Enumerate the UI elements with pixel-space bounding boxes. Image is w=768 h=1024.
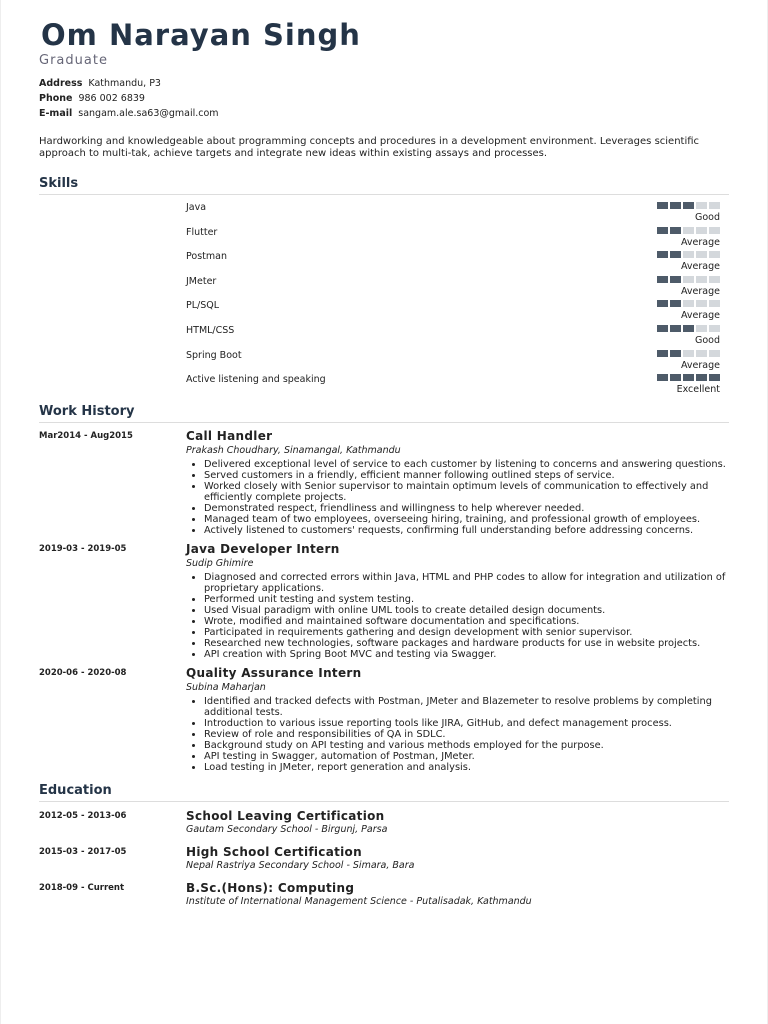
skill-level-label: Average	[680, 236, 720, 248]
job-bullet: • Researched new technologies, software packages and hardware products for use in website projects.	[204, 638, 729, 649]
job-bullet: • Actively listened to customers' requests, confirming full understanding before addressing concerns.	[204, 525, 729, 536]
contact-email	[39, 106, 729, 121]
job-entry	[39, 429, 729, 536]
job-body	[186, 542, 729, 660]
phone-value: 986 002 6839	[78, 93, 145, 104]
skill-level-bar	[683, 374, 694, 381]
job-bullet: • Diagnosed and corrected errors within Java, HTML and PHP codes to allow for integration and utilization of proprietary applications.	[204, 572, 729, 594]
work-history-list	[39, 429, 729, 773]
skill-row	[39, 295, 729, 320]
skill-level-label: Average	[680, 261, 720, 273]
job-bullet: • Delivered exceptional level of service to each customer by listening to concerns and answering questions.	[204, 459, 729, 470]
job-bullet: • Background study on API testing and various methods employed for the purpose.	[204, 740, 729, 751]
education-dates: 2012-05 - 2013-06	[39, 810, 127, 821]
skill-level-bar	[657, 300, 668, 307]
skill-level-bar	[683, 227, 694, 234]
job-bullet: • Served customers in a friendly, efficient manner following outlined steps of service.	[204, 470, 729, 481]
job-bullet: • Identified and tracked defects with Postman, JMeter and Blazemeter to resolve problems by completing additional tests.	[204, 696, 729, 718]
job-title: Quality Assurance Intern	[186, 665, 362, 680]
contact-address	[39, 76, 729, 91]
job-bullet: • Wrote, modified and maintained software documentation and specifications.	[204, 616, 729, 627]
skill-level-label: Average	[680, 285, 720, 297]
summary-paragraph: Hardworking and knowledgeable about programming concepts and procedures in a development environment. Leverages scientific approach to multi-tak, achieve targets and integrate new ideas within existing assays and processes.	[39, 136, 700, 159]
skill-name: Java	[186, 202, 207, 213]
job-bullets	[186, 696, 729, 773]
skill-level-bars	[657, 325, 720, 332]
skill-level-bar	[670, 202, 681, 209]
job-bullet: • Demonstrated respect, friendliness and willingness to help wherever needed.	[204, 503, 729, 514]
skill-level-bar	[696, 227, 707, 234]
skill-level-bar	[683, 251, 694, 258]
contact-phone	[39, 91, 729, 106]
job-bullets	[186, 459, 729, 536]
skill-level-bar	[657, 202, 668, 209]
job-dates: Mar2014 - Aug2015	[39, 430, 133, 441]
skill-level-bars	[657, 276, 720, 283]
education-title: High School Certification	[186, 844, 362, 859]
skill-row	[39, 320, 729, 345]
skill-level-bars	[657, 350, 720, 357]
skill-row	[39, 197, 729, 222]
job-bullet: • Load testing in JMeter, report generation and analysis.	[204, 762, 729, 773]
skill-level-bar	[696, 300, 707, 307]
skill-level-bar	[683, 300, 694, 307]
skill-level-bar	[709, 251, 720, 258]
skill-level-bar	[696, 251, 707, 258]
skill-name: Spring Boot	[186, 349, 242, 361]
education-title: B.Sc.(Hons): Computing	[186, 880, 355, 895]
skill-level-bar	[683, 276, 694, 283]
skill-level-bars	[657, 227, 720, 234]
skill-level-bar	[696, 374, 707, 381]
skill-level-bar	[696, 350, 707, 357]
job-dates: 2019-03 - 2019-05	[39, 543, 127, 554]
job-bullet: • Introduction to various issue reporting tools like JIRA, GitHub, and defect management process.	[204, 718, 729, 729]
education-section-title: Education	[39, 783, 729, 802]
skill-level-bar	[709, 374, 720, 381]
education-list	[39, 809, 729, 910]
job-bullet: • Managed team of two employees, overseeing hiring, training, and professional growth of employees.	[204, 514, 729, 525]
skill-name: JMeter	[186, 275, 217, 287]
job-entry	[39, 666, 729, 773]
education-title: School Leaving Certification	[186, 808, 385, 823]
email-value[interactable]: sangam.ale.sa63@gmail.com	[78, 108, 219, 119]
skill-level-bar	[670, 325, 681, 332]
education-entry	[39, 881, 729, 910]
skill-name: PL/SQL	[186, 300, 220, 312]
job-body	[186, 429, 729, 536]
job-entry	[39, 542, 729, 660]
skill-name: Flutter	[186, 226, 218, 238]
skill-level-bar	[696, 202, 707, 209]
job-bullet: • Used Visual paradigm with online UML tools to create detailed design documents.	[204, 605, 729, 616]
work-history-section-title: Work History	[39, 404, 729, 423]
skill-level-bars	[657, 202, 720, 209]
email-label: E-mail	[39, 108, 73, 119]
skill-level-bars	[657, 251, 720, 258]
job-bullet: • Worked closely with Senior supervisor to maintain optimum levels of communication to effectively and efficiently complete projects.	[204, 481, 729, 503]
skill-row	[39, 369, 729, 394]
job-company: Prakash Choudhary, Sinamangal, Kathmandu	[186, 444, 401, 456]
job-bullet: • Performed unit testing and system testing.	[204, 594, 729, 605]
skill-level-bar	[683, 350, 694, 357]
skill-level-bar	[657, 374, 668, 381]
skill-level-bar	[670, 251, 681, 258]
education-body	[186, 809, 729, 836]
skill-level-bar	[657, 350, 668, 357]
education-school: Nepal Rastriya Secondary School - Simara, Bara	[186, 859, 415, 871]
education-dates: 2018-09 - Current	[39, 882, 125, 893]
skill-level-label: Good	[694, 212, 720, 223]
skill-level-bar	[696, 276, 707, 283]
job-title: Call Handler	[186, 428, 273, 443]
skill-row	[39, 345, 729, 370]
skill-level-bar	[657, 325, 668, 332]
skill-level-label: Excellent	[676, 384, 720, 396]
education-entry	[39, 845, 729, 874]
education-school: Gautam Secondary School - Birgunj, Parsa	[186, 823, 388, 835]
skill-level-bar	[683, 202, 694, 209]
skill-level-bar	[709, 202, 720, 209]
skill-level-bar	[670, 300, 681, 307]
skill-level-bar	[709, 227, 720, 234]
job-company: Sudip Ghimire	[186, 557, 254, 569]
skill-level-bar	[683, 325, 694, 332]
education-dates: 2015-03 - 2017-05	[39, 846, 127, 857]
skill-level-bar	[709, 300, 720, 307]
skill-level-bar	[657, 251, 668, 258]
address-value: Kathmandu, P3	[88, 78, 161, 89]
skill-row	[39, 246, 729, 271]
skill-row	[39, 271, 729, 296]
skill-level-label: Good	[694, 334, 720, 346]
job-bullet: • Participated in requirements gathering and design development with senior supervisor.	[204, 627, 729, 638]
skill-name: Postman	[186, 251, 227, 263]
job-bullet: • Review of role and responsibilities of QA in SDLC.	[204, 729, 729, 740]
job-dates: 2020-06 - 2020-08	[39, 667, 127, 678]
skill-name: HTML/CSS	[186, 324, 235, 336]
skill-level-bar	[709, 350, 720, 357]
skills-list	[39, 197, 729, 394]
candidate-title: Graduate	[39, 53, 108, 68]
skill-level-bar	[670, 227, 681, 234]
education-entry	[39, 809, 729, 838]
skill-level-bar	[709, 276, 720, 283]
job-body	[186, 666, 729, 773]
job-title: Java Developer Intern	[186, 541, 340, 556]
job-company: Subina Maharjan	[186, 681, 266, 693]
skill-level-bar	[670, 374, 681, 381]
skill-level-bar	[709, 325, 720, 332]
education-body	[186, 845, 729, 872]
contact-block	[39, 76, 729, 121]
skill-level-label: Average	[680, 310, 720, 322]
job-bullet: • API testing in Swagger, automation of Postman, JMeter.	[204, 751, 729, 762]
address-label: Address	[39, 78, 83, 89]
skill-level-bar	[670, 276, 681, 283]
skill-level-bar	[670, 350, 681, 357]
skill-level-bars	[657, 374, 720, 381]
skill-level-bar	[657, 227, 668, 234]
job-bullet: • API creation with Spring Boot MVC and testing via Swagger.	[204, 649, 729, 660]
skills-section-title: Skills	[39, 176, 729, 195]
skill-level-bar	[696, 325, 707, 332]
skill-level-label: Average	[680, 359, 720, 371]
skill-level-bar	[657, 276, 668, 283]
skill-level-bars	[657, 300, 720, 307]
education-school: Institute of International Management Science - Putalisadak, Kathmandu	[186, 895, 532, 907]
candidate-name: Om Narayan Singh	[41, 18, 361, 52]
education-body	[186, 881, 729, 908]
phone-label: Phone	[39, 93, 73, 104]
skill-name: Active listening and speaking	[186, 374, 326, 386]
job-bullets	[186, 572, 729, 660]
skill-row	[39, 222, 729, 247]
